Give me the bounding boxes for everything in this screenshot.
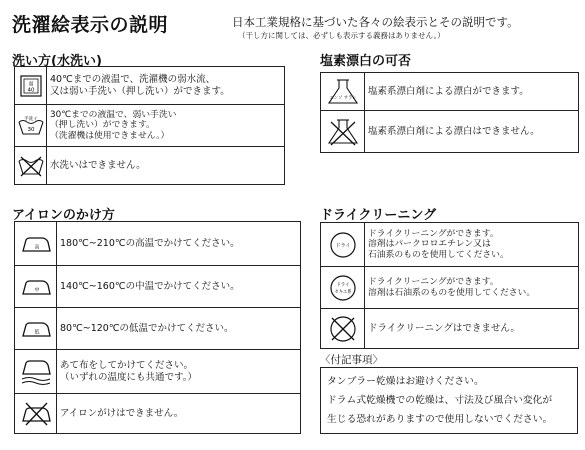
washing-table xyxy=(14,66,285,185)
desc-line: 塩素系漂白剤による漂白はできません。 xyxy=(368,125,540,137)
desc-line: 塩素系漂白剤による漂白ができます。 xyxy=(368,85,529,97)
wash-icon-temp: 40 xyxy=(27,87,34,93)
dryclean-section-title: ドライクリーニング xyxy=(320,208,437,223)
desc-line: 溶剤は石油系のものを使用してください。 xyxy=(368,287,536,298)
table-row xyxy=(321,111,579,153)
handwash-icon-temp: 30 xyxy=(27,126,34,133)
dryclean-desc-2 xyxy=(365,267,579,309)
notes-box xyxy=(320,367,578,434)
bleach-table xyxy=(320,72,579,153)
washing-desc-1 xyxy=(47,67,285,105)
dryclean-petroleum-icon xyxy=(321,267,365,309)
ironing-desc-1 xyxy=(57,222,301,266)
desc-line: 水洗いはできません。 xyxy=(50,159,146,171)
iron-high-icon xyxy=(15,222,57,266)
desc-line: ドライクリーニングはできません。 xyxy=(368,322,520,334)
table-row xyxy=(321,73,579,111)
desc-line: 溶剤はパークロロエチレン又は xyxy=(368,239,491,250)
iron-icon-label: 低 xyxy=(33,329,40,335)
iron-icon-label: 中 xyxy=(33,287,40,293)
notes-line: 生じる恐れがありますので使用しないでください。 xyxy=(327,414,553,425)
iron-low-icon xyxy=(15,308,57,350)
dryclean-icon-label-top: ドライ xyxy=(335,282,350,288)
table-row xyxy=(15,350,301,394)
bleach-desc-1 xyxy=(365,73,579,111)
desc-line: （いずれの温度にも共通です。） xyxy=(60,371,197,383)
wash-icon-label: 弱 xyxy=(27,81,34,87)
dryclean-desc-1 xyxy=(365,223,579,267)
notes-line: ドラム式乾燥機での乾燥は、寸法及び風合い変化が xyxy=(327,395,553,406)
page-subtitle: 日本工業規格に基づいた各々の絵表示とその説明です。 xyxy=(232,15,519,29)
desc-line: 石油系のものを使用してください。 xyxy=(368,249,509,260)
desc-line: （押し洗い）ができます。 xyxy=(50,120,155,131)
chlorine-bleach-ok-icon xyxy=(321,73,365,111)
dryclean-icon-label: ドライ xyxy=(335,242,350,249)
dryclean-icon-label-bottom: セキユ系 xyxy=(333,289,352,295)
dryclean-desc-3 xyxy=(365,309,579,349)
iron-icon-label: 高 xyxy=(33,244,40,250)
table-row xyxy=(15,266,301,308)
dryclean-table xyxy=(320,222,579,349)
table-row xyxy=(15,308,301,350)
table-row xyxy=(321,223,579,267)
bleach-section-title: 塩素漂白の可否 xyxy=(320,54,412,69)
table-row xyxy=(15,222,301,266)
desc-line: 80℃~120℃の低温でかけてください。 xyxy=(60,322,234,334)
bleach-desc-2 xyxy=(365,111,579,153)
desc-line: アイロンがけはできません。 xyxy=(60,407,184,419)
no-wash-icon xyxy=(15,147,47,185)
no-dryclean-icon xyxy=(321,309,365,349)
washing-desc-3 xyxy=(47,147,285,185)
washtub-40-icon xyxy=(15,67,47,105)
desc-line: あて布をしてかけてください。 xyxy=(60,359,194,371)
table-row xyxy=(15,147,285,185)
no-chlorine-bleach-icon xyxy=(321,111,365,153)
desc-line: 30℃までの液温で、弱い手洗い xyxy=(50,109,177,120)
bleach-icon-label: エンソ サラシ xyxy=(328,95,357,101)
page-note: （干し方に関しては、必ずしも表示する義務はありません。） xyxy=(238,31,445,40)
washing-desc-2 xyxy=(47,105,285,147)
iron-medium-icon xyxy=(15,266,57,308)
ironing-section-title: アイロンのかけ方 xyxy=(12,208,115,223)
desc-line: 140℃~160℃の中温でかけてください。 xyxy=(60,280,240,292)
ironing-desc-5 xyxy=(57,394,301,434)
no-iron-icon xyxy=(15,394,57,434)
table-row xyxy=(15,67,285,105)
handwash-icon-label: 手洗イ xyxy=(23,116,38,122)
desc-line: 40℃までの液温で、洗濯機の弱水流、 xyxy=(50,73,216,85)
dryclean-ok-icon xyxy=(321,223,365,267)
iron-with-cloth-icon xyxy=(15,350,57,394)
desc-line: ドライクリーニングができます。 xyxy=(368,228,499,239)
notes-title: 〈付記事項〉 xyxy=(320,354,383,366)
handwash-30-icon xyxy=(15,105,47,147)
table-row xyxy=(321,309,579,349)
washing-section-title: 洗い方(水洗い) xyxy=(12,54,102,69)
page-title: 洗濯絵表示の説明 xyxy=(12,14,169,36)
table-row xyxy=(321,267,579,309)
ironing-desc-4 xyxy=(57,350,301,394)
ironing-desc-3 xyxy=(57,308,301,350)
notes-line: タンブラー乾燥はお避けください。 xyxy=(327,376,484,387)
ironing-desc-2 xyxy=(57,266,301,308)
desc-line: 180℃~210℃の高温でかけてください。 xyxy=(60,237,240,249)
table-row xyxy=(15,105,285,147)
desc-line: （洗濯機は使用できません。） xyxy=(50,130,170,141)
table-row xyxy=(15,394,301,434)
desc-line: ドライクリーニングができます。 xyxy=(368,277,499,287)
desc-line: 又は弱い手洗い（押し洗い）ができます。 xyxy=(50,85,230,97)
ironing-table xyxy=(14,221,301,434)
